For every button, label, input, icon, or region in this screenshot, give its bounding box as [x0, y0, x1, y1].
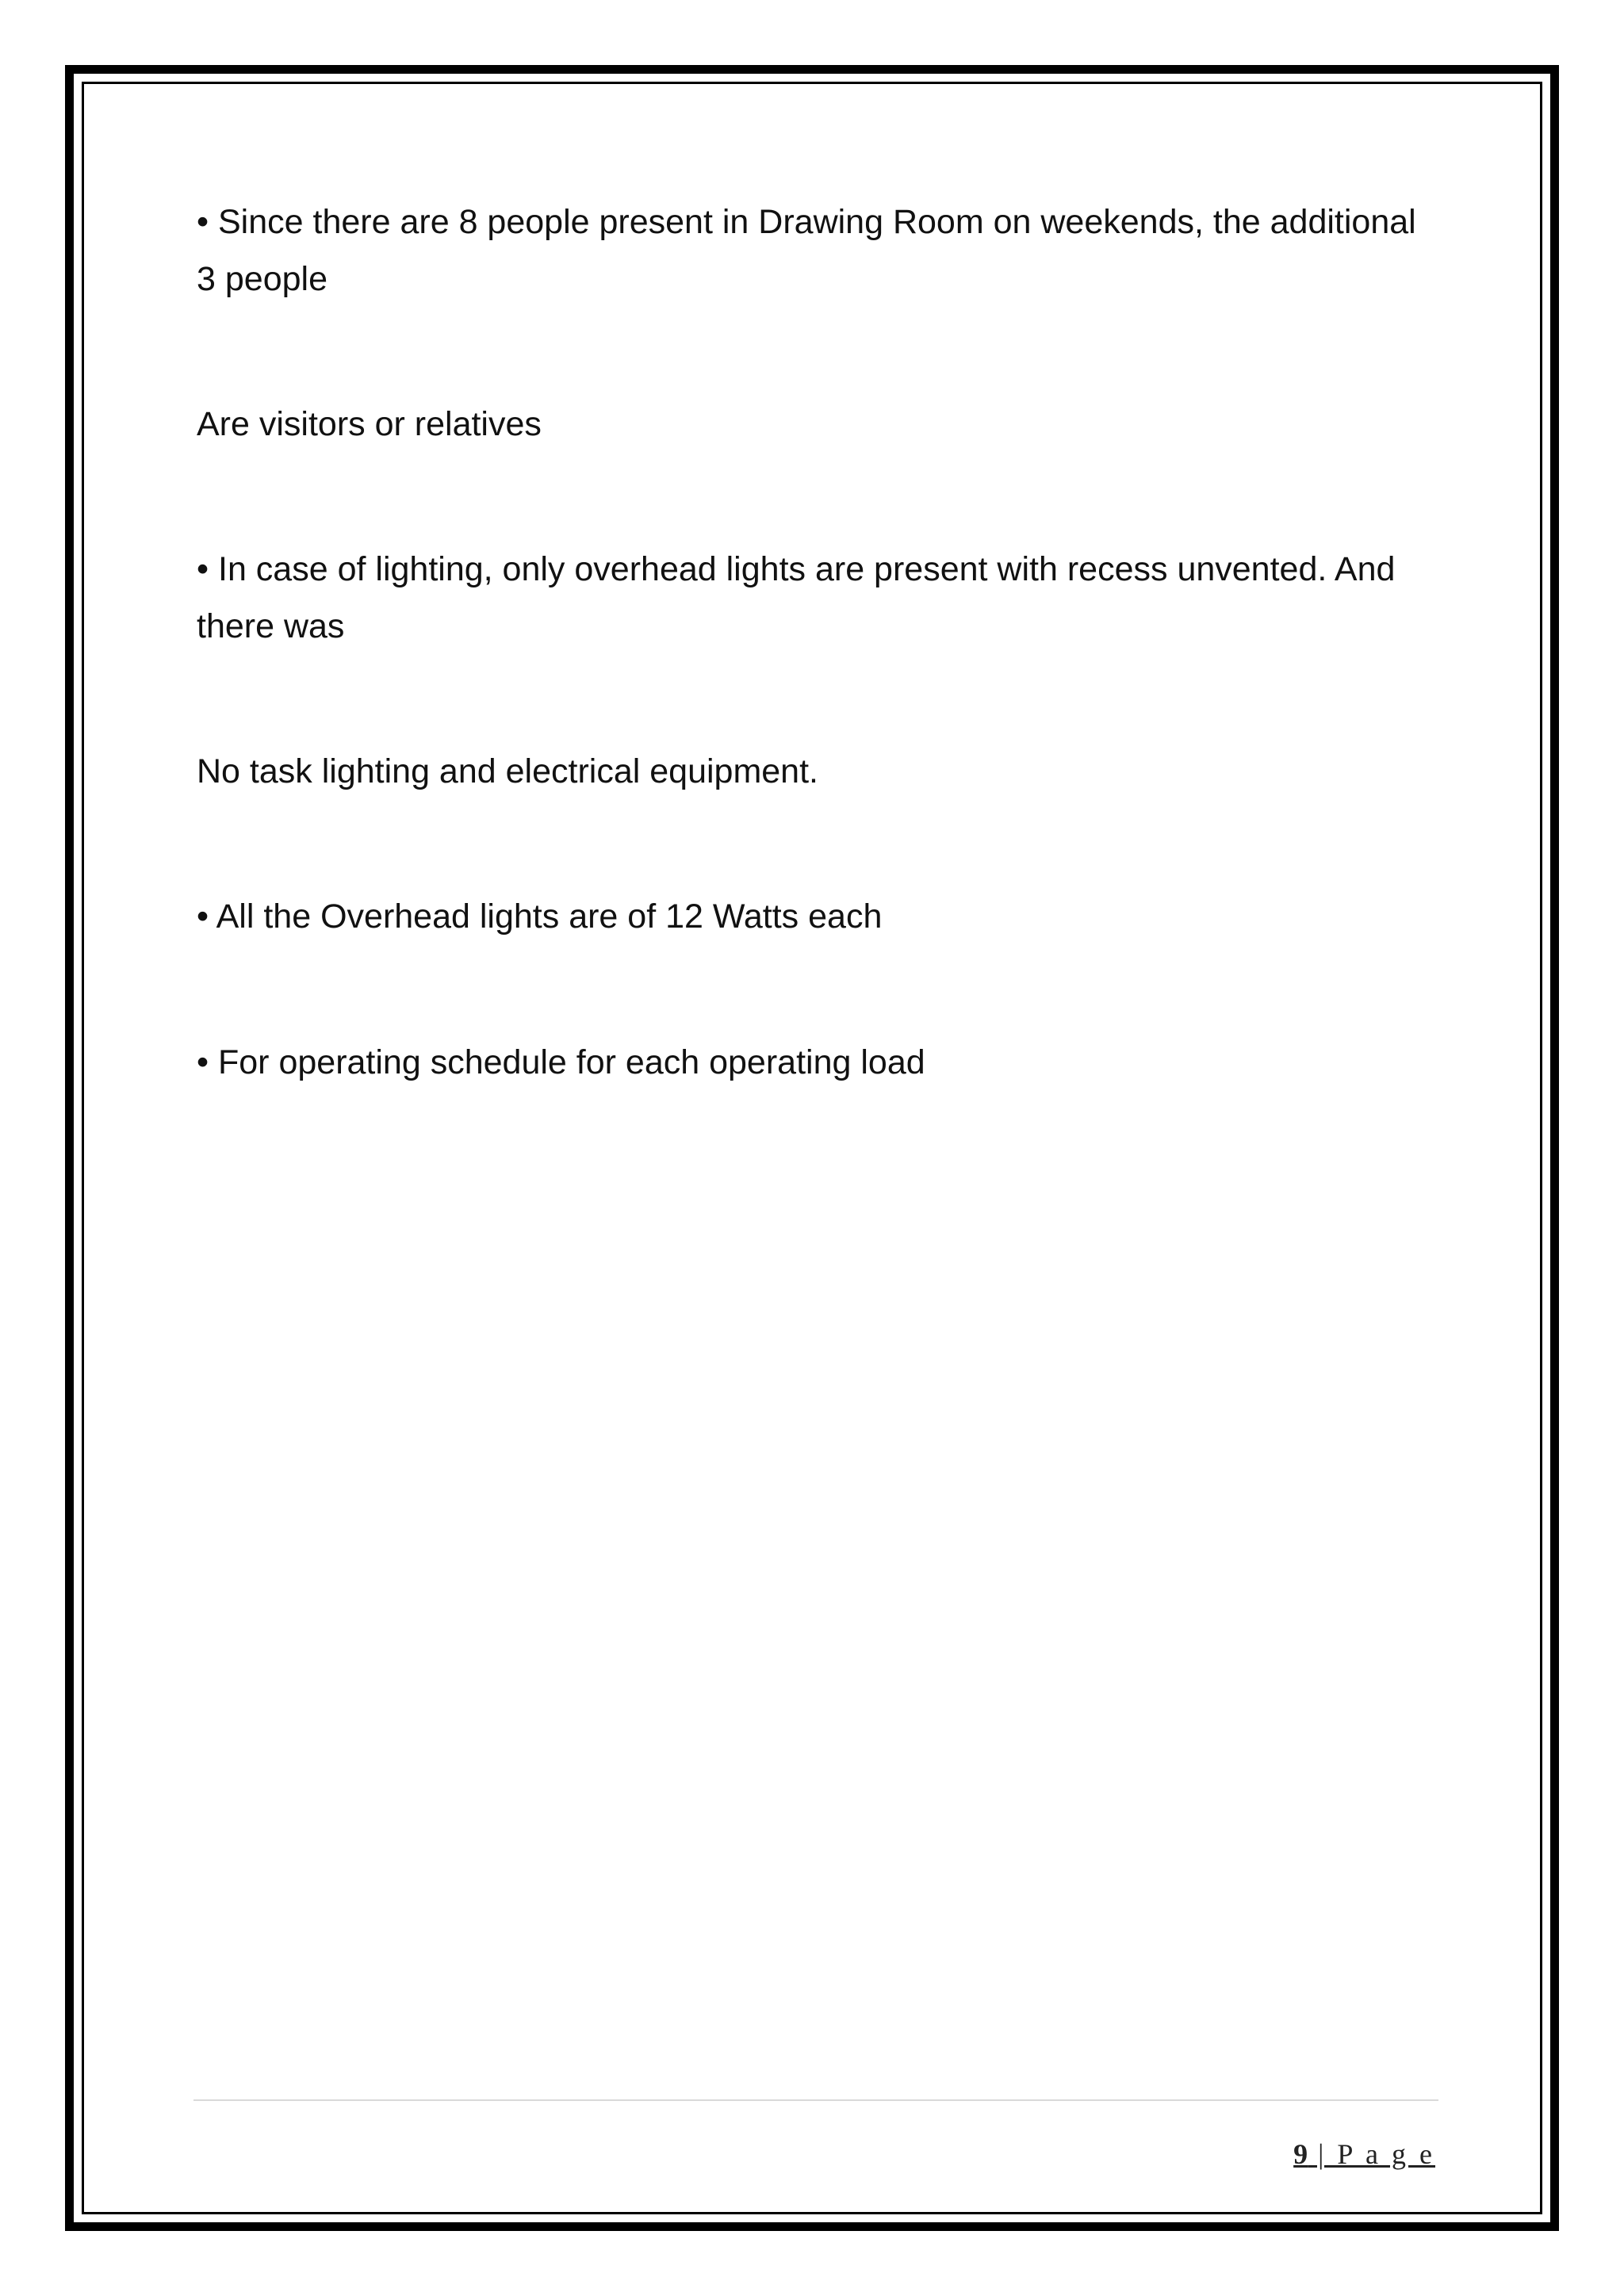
- paragraph-visitors: Are visitors or relatives: [197, 405, 542, 443]
- page-number: 9: [1293, 2138, 1308, 2170]
- paragraph-people-weekends: • Since there are 8 people present in Drawing Room on weekends, the additional 3 people: [197, 203, 1416, 298]
- footer-divider: [193, 2099, 1438, 2101]
- paragraph-operating-schedule: • For operating schedule for each operating load: [197, 1043, 925, 1081]
- page-border-outer: [65, 65, 1559, 2231]
- paragraph-task-lighting: No task lighting and electrical equipment.: [197, 752, 818, 790]
- page-label: | P a g e: [1308, 2138, 1435, 2170]
- page-number-footer: [1293, 2137, 1435, 2171]
- paragraph-overhead-watts: • All the Overhead lights are of 12 Watts each: [197, 897, 883, 936]
- paragraph-lighting: • In case of lighting, only overhead lights are present with recess unvented. And there was: [197, 550, 1396, 645]
